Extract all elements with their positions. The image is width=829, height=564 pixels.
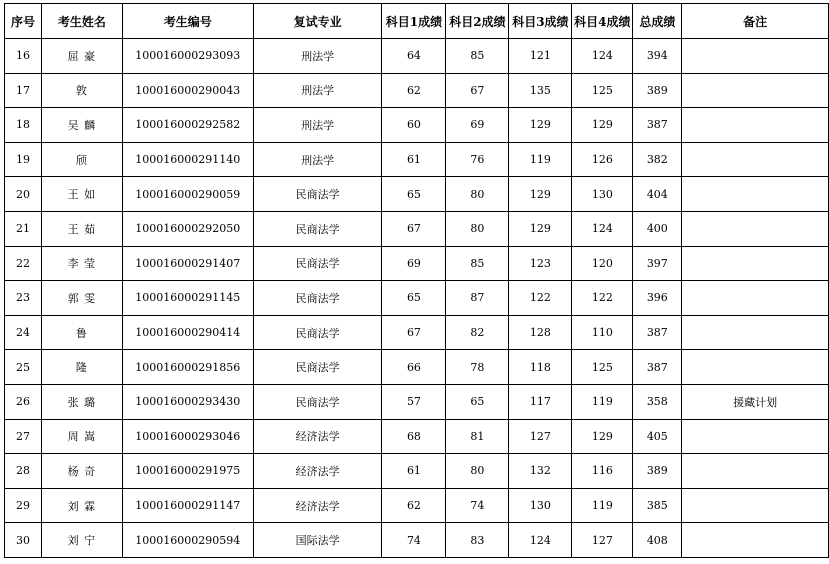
cell-note xyxy=(682,419,829,454)
header-name: 考生姓名 xyxy=(41,4,122,39)
table-row xyxy=(5,108,829,143)
cell-total: 389 xyxy=(633,73,682,108)
cell-subject3: 130 xyxy=(509,488,572,523)
cell-subject2: 80 xyxy=(446,177,509,212)
cell-total: 389 xyxy=(633,454,682,489)
cell-id: 100016000293430 xyxy=(122,384,253,419)
cell-major: 刑法学 xyxy=(253,73,382,108)
cell-major: 民商法学 xyxy=(253,384,382,419)
cell-subject1: 68 xyxy=(382,419,446,454)
cell-subject4: 129 xyxy=(572,108,633,143)
cell-note xyxy=(682,350,829,385)
cell-subject4: 119 xyxy=(572,488,633,523)
cell-subject3: 129 xyxy=(509,211,572,246)
cell-subject1: 57 xyxy=(382,384,446,419)
cell-subject3: 124 xyxy=(509,523,572,558)
cell-subject1: 61 xyxy=(382,454,446,489)
table-body xyxy=(5,39,829,558)
cell-subject4: 130 xyxy=(572,177,633,212)
cell-subject3: 119 xyxy=(509,142,572,177)
cell-total: 358 xyxy=(633,384,682,419)
header-major: 复试专业 xyxy=(253,4,382,39)
cell-major: 刑法学 xyxy=(253,108,382,143)
header-id: 考生编号 xyxy=(122,4,253,39)
cell-id: 100016000291147 xyxy=(122,488,253,523)
score-table xyxy=(4,3,829,558)
cell-major: 经济法学 xyxy=(253,419,382,454)
cell-total: 387 xyxy=(633,350,682,385)
header-subject4: 科目4成绩 xyxy=(572,4,633,39)
cell-total: 396 xyxy=(633,281,682,316)
cell-name: 敦 xyxy=(41,73,122,108)
cell-major: 民商法学 xyxy=(253,281,382,316)
header-seq: 序号 xyxy=(5,4,42,39)
cell-seq: 30 xyxy=(5,523,42,558)
cell-subject3: 118 xyxy=(509,350,572,385)
cell-total: 404 xyxy=(633,177,682,212)
table-row xyxy=(5,523,829,558)
cell-total: 408 xyxy=(633,523,682,558)
cell-note xyxy=(682,523,829,558)
cell-seq: 24 xyxy=(5,315,42,350)
cell-seq: 16 xyxy=(5,39,42,74)
cell-subject2: 76 xyxy=(446,142,509,177)
cell-subject1: 61 xyxy=(382,142,446,177)
cell-id: 100016000291407 xyxy=(122,246,253,281)
cell-total: 387 xyxy=(633,315,682,350)
cell-id: 100016000291140 xyxy=(122,142,253,177)
cell-seq: 29 xyxy=(5,488,42,523)
cell-subject4: 125 xyxy=(572,350,633,385)
cell-major: 民商法学 xyxy=(253,211,382,246)
header-subject1: 科目1成绩 xyxy=(382,4,446,39)
header-row xyxy=(5,4,829,39)
cell-major: 经济法学 xyxy=(253,488,382,523)
cell-total: 394 xyxy=(633,39,682,74)
cell-id: 100016000291975 xyxy=(122,454,253,489)
cell-name: 鲁 xyxy=(41,315,122,350)
cell-major: 刑法学 xyxy=(253,39,382,74)
cell-note xyxy=(682,488,829,523)
table-row xyxy=(5,315,829,350)
table-row xyxy=(5,419,829,454)
cell-subject1: 66 xyxy=(382,350,446,385)
table-row xyxy=(5,211,829,246)
cell-subject2: 78 xyxy=(446,350,509,385)
table-row xyxy=(5,454,829,489)
cell-id: 100016000293046 xyxy=(122,419,253,454)
cell-note xyxy=(682,454,829,489)
cell-subject4: 124 xyxy=(572,211,633,246)
cell-subject2: 74 xyxy=(446,488,509,523)
cell-name: 杨 奇 xyxy=(41,454,122,489)
cell-subject3: 121 xyxy=(509,39,572,74)
cell-id: 100016000290414 xyxy=(122,315,253,350)
cell-subject1: 64 xyxy=(382,39,446,74)
cell-name: 王 如 xyxy=(41,177,122,212)
cell-seq: 21 xyxy=(5,211,42,246)
cell-name: 吴 麟 xyxy=(41,108,122,143)
cell-subject4: 125 xyxy=(572,73,633,108)
cell-subject1: 65 xyxy=(382,281,446,316)
cell-note: 援藏计划 xyxy=(682,384,829,419)
cell-name: 周 嵩 xyxy=(41,419,122,454)
cell-subject3: 129 xyxy=(509,177,572,212)
header-subject2: 科目2成绩 xyxy=(446,4,509,39)
cell-major: 经济法学 xyxy=(253,454,382,489)
cell-subject2: 80 xyxy=(446,454,509,489)
cell-seq: 23 xyxy=(5,281,42,316)
cell-id: 100016000291856 xyxy=(122,350,253,385)
cell-subject2: 83 xyxy=(446,523,509,558)
cell-subject1: 69 xyxy=(382,246,446,281)
cell-id: 100016000292582 xyxy=(122,108,253,143)
cell-subject4: 119 xyxy=(572,384,633,419)
cell-subject1: 62 xyxy=(382,488,446,523)
cell-subject2: 80 xyxy=(446,211,509,246)
table-row xyxy=(5,39,829,74)
cell-name: 刘 宁 xyxy=(41,523,122,558)
cell-major: 国际法学 xyxy=(253,523,382,558)
header-subject3: 科目3成绩 xyxy=(509,4,572,39)
cell-id: 100016000290043 xyxy=(122,73,253,108)
cell-name: 隆 xyxy=(41,350,122,385)
cell-subject4: 126 xyxy=(572,142,633,177)
cell-subject3: 128 xyxy=(509,315,572,350)
cell-subject4: 124 xyxy=(572,39,633,74)
cell-name: 张 璐 xyxy=(41,384,122,419)
cell-total: 387 xyxy=(633,108,682,143)
table-row xyxy=(5,488,829,523)
cell-id: 100016000290059 xyxy=(122,177,253,212)
table-row xyxy=(5,281,829,316)
cell-note xyxy=(682,108,829,143)
cell-seq: 28 xyxy=(5,454,42,489)
cell-seq: 19 xyxy=(5,142,42,177)
cell-subject3: 127 xyxy=(509,419,572,454)
cell-major: 民商法学 xyxy=(253,315,382,350)
cell-subject3: 122 xyxy=(509,281,572,316)
cell-seq: 22 xyxy=(5,246,42,281)
table-header xyxy=(5,4,829,39)
cell-subject2: 65 xyxy=(446,384,509,419)
cell-name: 王 茹 xyxy=(41,211,122,246)
cell-subject4: 116 xyxy=(572,454,633,489)
score-sheet xyxy=(4,3,829,558)
cell-id: 100016000291145 xyxy=(122,281,253,316)
cell-subject3: 132 xyxy=(509,454,572,489)
cell-subject4: 110 xyxy=(572,315,633,350)
cell-note xyxy=(682,73,829,108)
table-row xyxy=(5,177,829,212)
cell-subject1: 62 xyxy=(382,73,446,108)
cell-note xyxy=(682,281,829,316)
cell-total: 400 xyxy=(633,211,682,246)
header-total: 总成绩 xyxy=(633,4,682,39)
cell-subject3: 117 xyxy=(509,384,572,419)
cell-seq: 17 xyxy=(5,73,42,108)
cell-note xyxy=(682,315,829,350)
cell-name: 郭 雯 xyxy=(41,281,122,316)
cell-subject3: 135 xyxy=(509,73,572,108)
cell-note xyxy=(682,177,829,212)
cell-subject3: 129 xyxy=(509,108,572,143)
cell-subject4: 122 xyxy=(572,281,633,316)
cell-subject1: 67 xyxy=(382,315,446,350)
cell-name: 屈 豪 xyxy=(41,39,122,74)
table-row xyxy=(5,350,829,385)
cell-subject4: 129 xyxy=(572,419,633,454)
cell-total: 385 xyxy=(633,488,682,523)
cell-subject2: 85 xyxy=(446,39,509,74)
cell-subject1: 65 xyxy=(382,177,446,212)
cell-subject2: 69 xyxy=(446,108,509,143)
cell-subject3: 123 xyxy=(509,246,572,281)
cell-subject2: 67 xyxy=(446,73,509,108)
table-row xyxy=(5,384,829,419)
cell-id: 100016000290594 xyxy=(122,523,253,558)
cell-subject2: 87 xyxy=(446,281,509,316)
cell-id: 100016000292050 xyxy=(122,211,253,246)
cell-subject2: 85 xyxy=(446,246,509,281)
cell-name: 刘 霖 xyxy=(41,488,122,523)
cell-total: 382 xyxy=(633,142,682,177)
cell-total: 405 xyxy=(633,419,682,454)
cell-major: 民商法学 xyxy=(253,350,382,385)
cell-subject1: 67 xyxy=(382,211,446,246)
cell-subject1: 74 xyxy=(382,523,446,558)
cell-subject2: 82 xyxy=(446,315,509,350)
cell-subject4: 127 xyxy=(572,523,633,558)
cell-note xyxy=(682,246,829,281)
cell-name: 颀 xyxy=(41,142,122,177)
cell-major: 刑法学 xyxy=(253,142,382,177)
header-note: 备注 xyxy=(682,4,829,39)
cell-seq: 18 xyxy=(5,108,42,143)
cell-total: 397 xyxy=(633,246,682,281)
cell-subject4: 120 xyxy=(572,246,633,281)
table-row xyxy=(5,142,829,177)
cell-seq: 26 xyxy=(5,384,42,419)
cell-id: 100016000293093 xyxy=(122,39,253,74)
cell-seq: 20 xyxy=(5,177,42,212)
cell-subject1: 60 xyxy=(382,108,446,143)
cell-name: 李 莹 xyxy=(41,246,122,281)
cell-note xyxy=(682,39,829,74)
cell-major: 民商法学 xyxy=(253,177,382,212)
cell-major: 民商法学 xyxy=(253,246,382,281)
cell-seq: 27 xyxy=(5,419,42,454)
cell-note xyxy=(682,142,829,177)
table-row xyxy=(5,73,829,108)
cell-seq: 25 xyxy=(5,350,42,385)
table-row xyxy=(5,246,829,281)
cell-note xyxy=(682,211,829,246)
cell-subject2: 81 xyxy=(446,419,509,454)
